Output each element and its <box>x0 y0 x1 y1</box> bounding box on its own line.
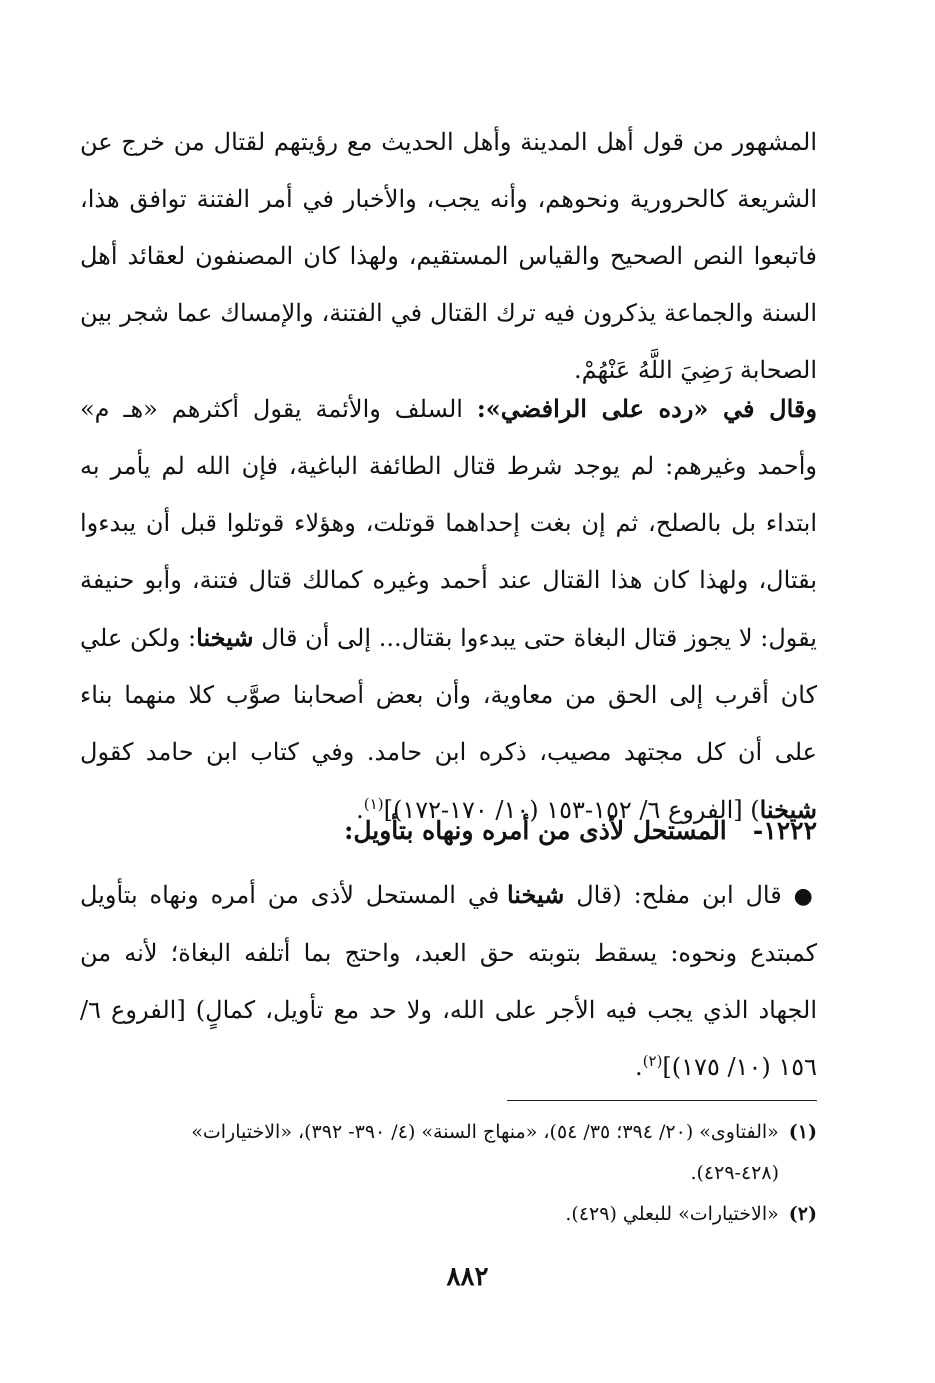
footnotes <box>80 1112 817 1235</box>
paragraph-2-text-a: السلف والأئمة يقول أكثرهم «هـ م» وأحمد وغيرهم: لم يوجد شرط قتال الطائفة الباغية، فإن الله لم يأمر به ابتداء بل بالصلح، ثم إن بغت إحداهما قوتلت، وهؤلاء قوتلوا قبل أن يبدءوا بقتال، ولهذا كان هذا القتال عند أحمد وغيره كمالك قتال فتنة، وأبو حنيفة يقول: لا يجوز قتال البغاة حتى يبدءوا بقتال... إلى أن قال <box>80 395 817 652</box>
paragraph-2-text-c: ) [الفروع ٦/ ١٥٢-١٥٣ (١٠/ ١٧٠-١٧٢)] <box>383 796 760 824</box>
shaykh-term-c: شيخنا <box>506 880 565 909</box>
paragraph-2-lead: وقال في «رده على الرافضي»: <box>476 394 817 423</box>
paragraph-3-text-b: في المستحل لأذى من أمره ونهاه بتأويل كمبتدع ونحوه: يسقط بتوبته حق العبد، واحتج بما أتلفه البغاة؛ لأنه من الجهاد الذي يجب فيه الأجر على الله، ولا حد مع تأويل، كمالٍ) [الفروع ٦/ ١٥٦ (١٠/ ١٧٥)] <box>80 881 817 1081</box>
footnote-1 <box>80 1112 817 1153</box>
paragraph-2-end: . <box>356 796 364 824</box>
section-number: ١٢٢٢- <box>752 816 817 845</box>
section-title: المستحل لأذى من أمره ونهاه بتأويل: <box>344 816 727 845</box>
footnote-1-line-1: «الفتاوى» (٢٠/ ٣٩٤؛ ٣٥/ ٥٤)، «منهاج السنة» (٤/ ٣٩٠- ٣٩٢)، «الاختيارات» <box>191 1121 779 1143</box>
paragraph-3 <box>80 866 817 1096</box>
paragraph-2 <box>80 380 817 839</box>
footnote-ref-2: (٢) <box>642 1052 663 1070</box>
paragraph-3-end: . <box>635 1053 643 1081</box>
footnote-2 <box>80 1194 817 1235</box>
bullet-icon: ● <box>793 884 818 909</box>
shaykh-term-a: شيخنا <box>196 623 254 652</box>
footnote-1-number: (١) <box>788 1121 817 1143</box>
page-number: ٨٨٢ <box>446 1262 489 1292</box>
footnote-2-line-1: «الاختيارات» للبعلي (٤٢٩). <box>565 1203 779 1225</box>
footnote-divider <box>507 1100 817 1101</box>
paragraph-3-text-a: قال ابن مفلح: (قال <box>564 881 794 909</box>
paragraph-2-text-b: : ولكن علي كان أقرب إلى الحق من معاوية، وأن بعض أصحابنا صوَّب كلا منهما بناء على أن كل مجتهد مصيب، ذكره ابن حامد. وفي كتاب ابن حامد كقول <box>80 624 817 766</box>
footnote-ref-1: (١) <box>363 795 384 813</box>
paragraph-1: المشهور من قول أهل المدينة وأهل الحديث مع رؤيتهم لقتال من خرج عن الشريعة كالحرورية ونحوهم، وأنه يجب، والأخبار في أمر الفتنة توافق هذا، فاتبعوا النص الصحيح والقياس المستقيم، ولهذا كان المصنفون لعقائد أهل السنة والجماعة يذكرون فيه ترك القتال في الفتنة، والإمساك عما شجر بين الصحابة رَضِيَ اللَّهُ عَنْهُمْ. <box>80 128 817 384</box>
shaykh-term-b: شيخنا <box>759 795 817 824</box>
footnote-1-continuation: (٤٢٨-٤٢٩). <box>690 1162 779 1184</box>
section-heading <box>80 802 817 859</box>
footnote-2-number: (٢) <box>788 1203 817 1225</box>
